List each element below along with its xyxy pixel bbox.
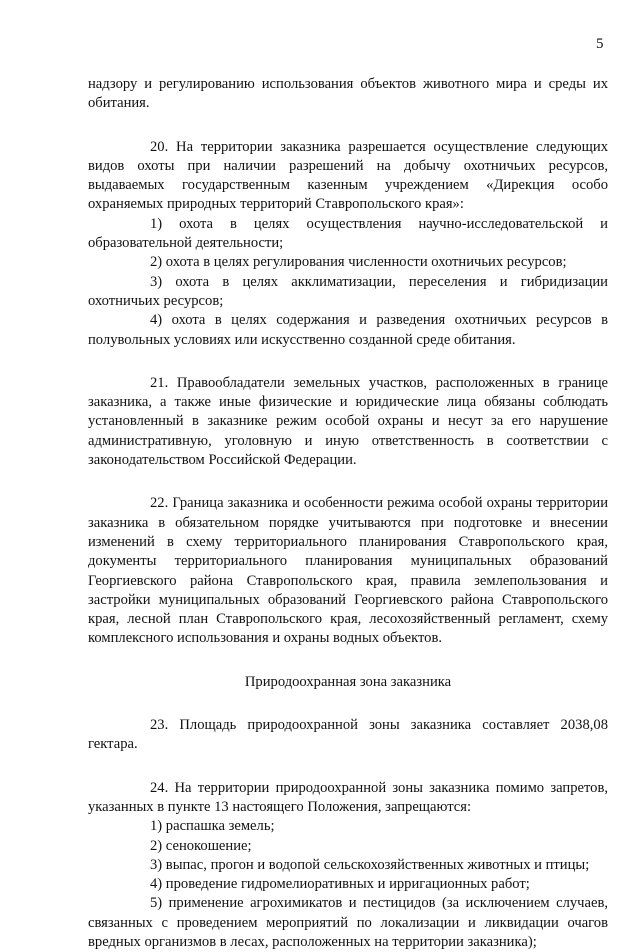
paragraph-21: 21. Правообладатели земельных участков, расположенных в границе заказника, а также иные физические и юридические лица обязаны соблюдать установленный в заказнике режим особой охраны и несут за его нарушение административную, уголовную и иную ответственность в соответствии с законодательством Российской Федерации. [88,374,608,469]
section-heading: Природоохранная зона заказника [244,673,452,690]
list-item-20-4: 4) охота в целях содержания и разведения охотничьих ресурсов в полувольных условиях или искусственно созданной среде обитания. [88,312,608,348]
list-item-24-3: 3) выпас, прогон и водопой сельскохозяйственных животных и птицы; [150,856,590,873]
list-item-24-4: 4) проведение гидромелиоративных и ирригационных работ; [150,876,530,893]
document-body [88,75,608,952]
list-item-24-2: 2) сенокошение; [150,837,252,854]
list-item-24-5: 5) применение агрохимикатов и пестицидов (за исключением случаев, связанных с проведением мероприятий по локализации и ликвидации очагов вредных организмов в лесах, расположенных на территории заказника); [88,895,608,950]
paragraph-22: 22. Граница заказника и особенности режима особой охраны территории заказника в обязательном порядке учитываются при подготовке и внесении изменений в схему территориального планирования Ставропольского края, документы территориального планирования муниципальных образований Георгиевского района Ставропольского края, правила землепользования и застройки муниципальных образований Георгиевского района Ставропольского края, лесной план Ставропольского края, лесохозяйственный регламент, схему комплексного использования и охраны водных объектов. [88,495,608,647]
paragraph-20: 20. На территории заказника разрешается осуществление следующих видов охоты при наличии разрешений на добычу охотничьих ресурсов, выдаваемых государственным казенным учреждением «Дирекция особо охраняемых природных территорий Ставропольского края»: [88,138,608,213]
list-item-24-1: 1) распашка земель; [150,818,275,835]
paragraph-continuation: надзору и регулированию использования объектов животного мира и среды их обитания. [88,76,608,112]
paragraph-23: 23. Площадь природоохранной зоны заказника составляет 2038,08 гектара. [88,717,608,753]
paragraph-24: 24. На территории природоохранной зоны заказника помимо запретов, указанных в пункте 13 настоящего Положения, запрещаются: [88,779,608,815]
list-item-20-2: 2) охота в целях регулирования численности охотничьих ресурсов; [150,254,567,271]
list-item-20-1: 1) охота в целях осуществления научно-исследовательской и образовательной деятельности; [88,215,608,252]
list-item-20-3: 3) охота в целях акклиматизации, переселения и гибридизации охотничьих ресурсов; [88,273,608,309]
page-number: 5 [596,36,604,52]
